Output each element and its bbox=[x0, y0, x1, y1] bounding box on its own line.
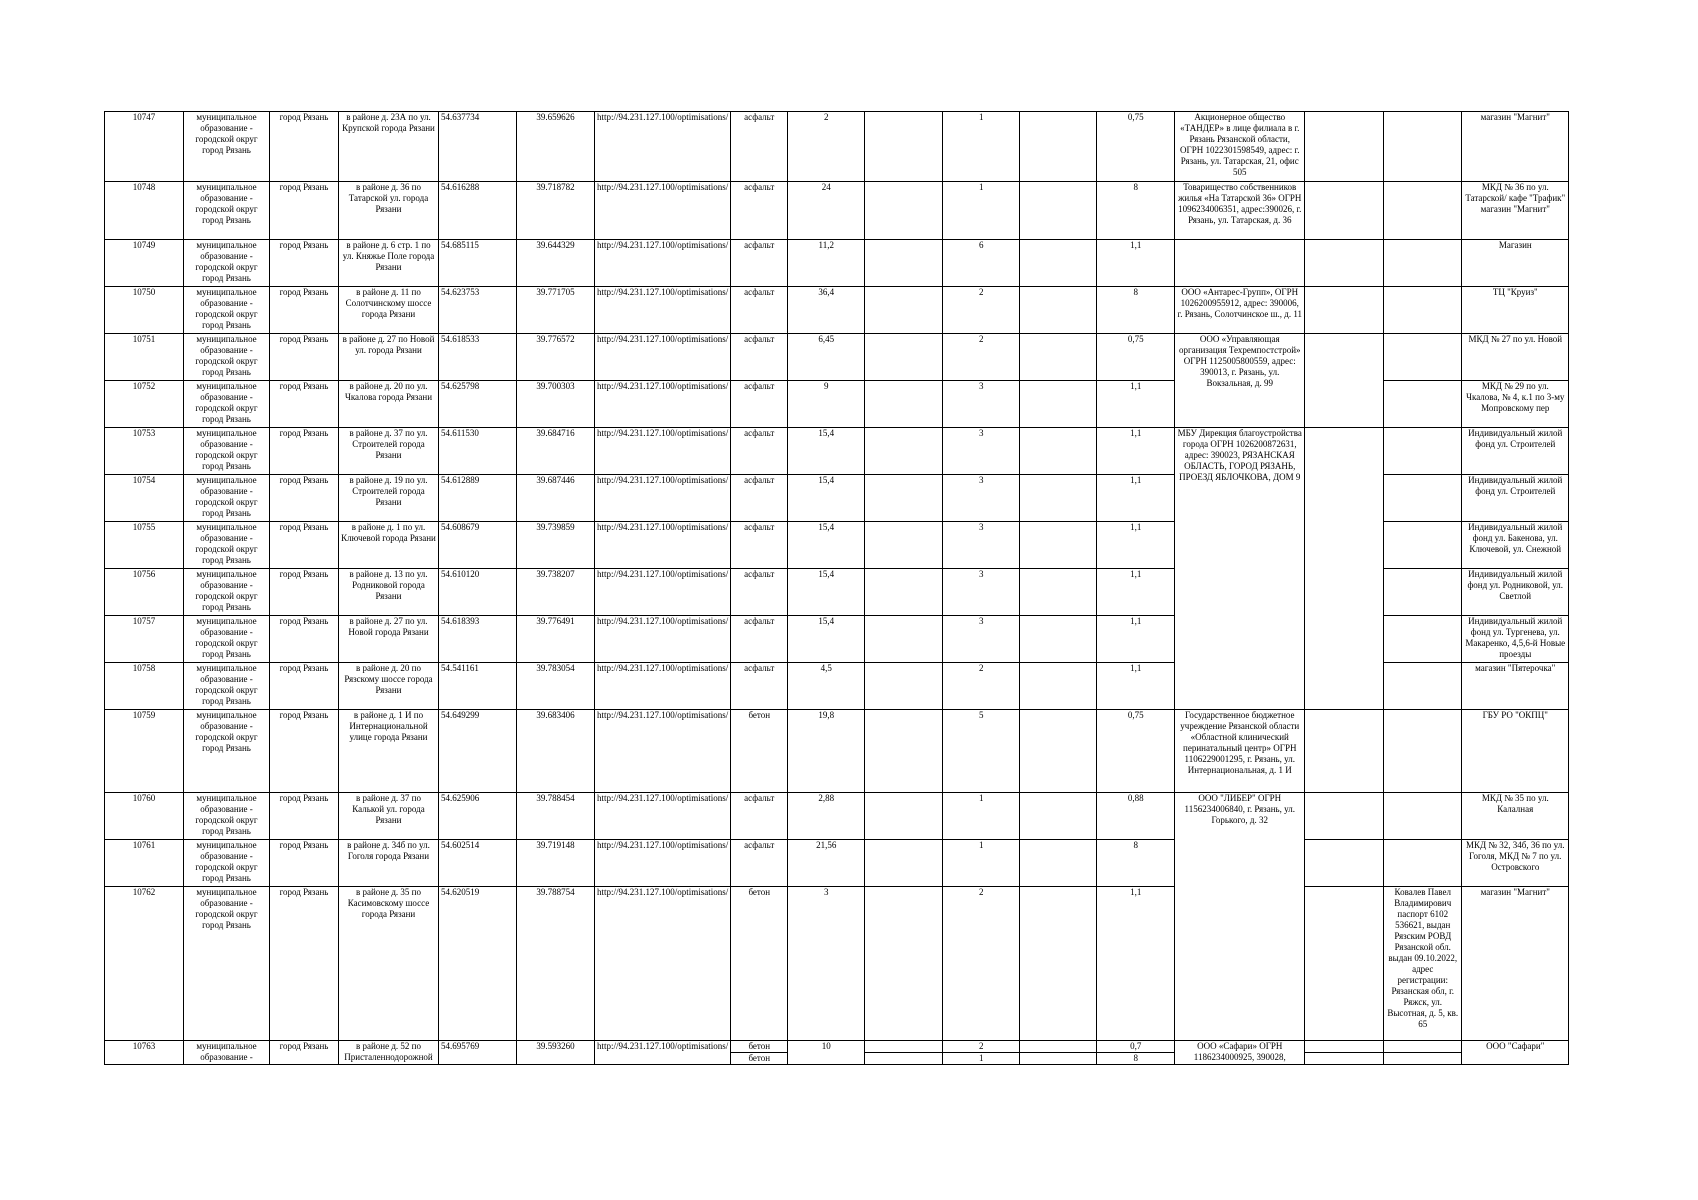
cell-mo: муниципальное образование - городской округ город Рязань bbox=[184, 616, 270, 663]
cell-count: 2 bbox=[943, 287, 1020, 334]
cell-c1 bbox=[865, 240, 943, 287]
cell-c1 bbox=[865, 334, 943, 381]
cell-url: http://94.231.127.100/optimisations/ bbox=[595, 287, 731, 334]
cell-src: Индивидуальный жилой фонд ул. Родниковой, ул. Светлой bbox=[1462, 569, 1569, 616]
cell-id: 10748 bbox=[105, 182, 184, 240]
cell-area: 21,56 bbox=[788, 840, 865, 887]
cell-person bbox=[1384, 569, 1462, 616]
cell-mo: муниципальное образование - городской округ город Рязань bbox=[184, 569, 270, 616]
cell-c1 bbox=[865, 793, 943, 840]
cell-url: http://94.231.127.100/optimisations/ bbox=[595, 475, 731, 522]
cell-c3 bbox=[1305, 334, 1384, 428]
cell-person bbox=[1384, 616, 1462, 663]
cell-mo: муниципальное образование - bbox=[184, 1041, 270, 1065]
cell-src: МКД № 32, 34б, 36 по ул. Гоголя, МКД № 7 по ул. Островского bbox=[1462, 840, 1569, 887]
cell-src: МКД № 29 по ул. Чкалова, № 4, к.1 по 3-му Мопровскому пер bbox=[1462, 381, 1569, 428]
cell-url: http://94.231.127.100/optimisations/ bbox=[595, 793, 731, 840]
cell-city: город Рязань bbox=[270, 887, 339, 1041]
cell-mo: муниципальное образование - городской округ город Рязань bbox=[184, 710, 270, 793]
cell-count: 2 bbox=[943, 887, 1020, 1041]
cell-src: Индивидуальный жилой фонд ул. Строителей bbox=[1462, 475, 1569, 522]
cell-addr: в районе д. 37 по Калькой ул. города Рязани bbox=[339, 793, 439, 840]
cell-area: 11,2 bbox=[788, 240, 865, 287]
cell-id: 10747 bbox=[105, 112, 184, 182]
table-row bbox=[105, 887, 1569, 1041]
cell-lon: 39.719148 bbox=[517, 840, 595, 887]
cell-mo: муниципальное образование - городской округ город Рязань bbox=[184, 840, 270, 887]
cell-lat: 54.541161 bbox=[439, 663, 517, 710]
cell-c2 bbox=[1020, 475, 1097, 522]
cell-area: 19,8 bbox=[788, 710, 865, 793]
cell-mo: муниципальное образование - городской округ город Рязань bbox=[184, 182, 270, 240]
cell-city: город Рязань bbox=[270, 182, 339, 240]
cell-id: 10760 bbox=[105, 793, 184, 840]
cell-surface: асфальт bbox=[731, 616, 788, 663]
cell-c3 bbox=[1305, 1041, 1384, 1053]
cell-lat: 54.612889 bbox=[439, 475, 517, 522]
cell-id: 10755 bbox=[105, 522, 184, 569]
cell-count: 2 bbox=[943, 663, 1020, 710]
cell-area: 6,45 bbox=[788, 334, 865, 381]
cell-id: 10762 bbox=[105, 887, 184, 1041]
cell-person bbox=[1384, 522, 1462, 569]
cell-city: город Рязань bbox=[270, 569, 339, 616]
cell-src: магазин "Магнит" bbox=[1462, 887, 1569, 1041]
cell-count: 1 bbox=[943, 793, 1020, 840]
cell-lat: 54.625906 bbox=[439, 793, 517, 840]
cell-c3 bbox=[1305, 710, 1384, 793]
cell-lon: 39.644329 bbox=[517, 240, 595, 287]
cell-id: 10749 bbox=[105, 240, 184, 287]
cell-c1 bbox=[865, 1053, 943, 1065]
cell-c1 bbox=[865, 887, 943, 1041]
cell-city: город Рязань bbox=[270, 381, 339, 428]
cell-lat: 54.623753 bbox=[439, 287, 517, 334]
cell-c3 bbox=[1305, 240, 1384, 287]
cell-url: http://94.231.127.100/optimisations/ bbox=[595, 569, 731, 616]
cell-addr: в районе д. 52 по Присталеннодорожной bbox=[339, 1041, 439, 1065]
cell-city: город Рязань bbox=[270, 793, 339, 840]
table-row bbox=[105, 240, 1569, 287]
cell-url: http://94.231.127.100/optimisations/ bbox=[595, 334, 731, 381]
cell-vol: 1,1 bbox=[1097, 522, 1175, 569]
cell-city: город Рязань bbox=[270, 522, 339, 569]
cell-owner: МБУ Дирекция благоустройства города ОГРН 1026200872631, адрес: 390023, РЯЗАНСКАЯ ОБЛАСТЬ, ГОРОД РЯЗАНЬ, ПРОЕЗД ЯБЛОЧКОВА, ДОМ 9 bbox=[1175, 428, 1305, 710]
table-row bbox=[105, 334, 1569, 381]
cell-c1 bbox=[865, 522, 943, 569]
cell-vol: 8 bbox=[1097, 1053, 1175, 1065]
cell-id: 10761 bbox=[105, 840, 184, 887]
cell-c1 bbox=[865, 381, 943, 428]
cell-city: город Рязань bbox=[270, 287, 339, 334]
cell-person bbox=[1384, 182, 1462, 240]
cell-c1 bbox=[865, 1041, 943, 1053]
cell-city: город Рязань bbox=[270, 334, 339, 381]
cell-surface: асфальт bbox=[731, 663, 788, 710]
cell-addr: в районе д. 1 по ул. Ключевой города Рязани bbox=[339, 522, 439, 569]
cell-c1 bbox=[865, 710, 943, 793]
cell-person bbox=[1384, 287, 1462, 334]
cell-person bbox=[1384, 710, 1462, 793]
cell-count: 5 bbox=[943, 710, 1020, 793]
cell-lon: 39.739859 bbox=[517, 522, 595, 569]
cell-c2 bbox=[1020, 182, 1097, 240]
table-row bbox=[105, 1041, 1569, 1053]
cell-owner: Государственное бюджетное учреждение Рязанской области «Областной клинический перинатальный центр» ОГРН 1106229001295, г. Рязань, ул. Интернациональная, д. 1 И bbox=[1175, 710, 1305, 793]
cell-person bbox=[1384, 793, 1462, 840]
cell-vol: 8 bbox=[1097, 840, 1175, 887]
cell-count: 3 bbox=[943, 616, 1020, 663]
cell-area: 4,5 bbox=[788, 663, 865, 710]
table-row bbox=[105, 793, 1569, 840]
cell-addr: в районе д. 23А по ул. Крупской города Рязани bbox=[339, 112, 439, 182]
cell-addr: в районе д. 6 стр. 1 по ул. Княжье Поле города Рязани bbox=[339, 240, 439, 287]
cell-area: 10 bbox=[788, 1041, 865, 1065]
cell-lon: 39.687446 bbox=[517, 475, 595, 522]
cell-owner: ООО «Управляющая организация Техремпостстрой» ОГРН 1125005800559, адрес: 390013, г. Рязань, ул. Вокзальная, д. 99 bbox=[1175, 334, 1305, 428]
cell-surface: бетон bbox=[731, 1041, 788, 1053]
cell-city: город Рязань bbox=[270, 710, 339, 793]
cell-src: МКД № 35 по ул. Калалная bbox=[1462, 793, 1569, 840]
cell-surface: асфальт bbox=[731, 112, 788, 182]
cell-vol: 8 bbox=[1097, 287, 1175, 334]
cell-vol: 1,1 bbox=[1097, 616, 1175, 663]
cell-url: http://94.231.127.100/optimisations/ bbox=[595, 887, 731, 1041]
cell-c2 bbox=[1020, 287, 1097, 334]
cell-id: 10754 bbox=[105, 475, 184, 522]
cell-vol: 0,88 bbox=[1097, 793, 1175, 840]
cell-area: 24 bbox=[788, 182, 865, 240]
cell-c1 bbox=[865, 569, 943, 616]
cell-c2 bbox=[1020, 710, 1097, 793]
cell-surface: асфальт bbox=[731, 240, 788, 287]
cell-mo: муниципальное образование - городской округ город Рязань bbox=[184, 475, 270, 522]
cell-person bbox=[1384, 334, 1462, 381]
cell-id: 10757 bbox=[105, 616, 184, 663]
cell-url: http://94.231.127.100/optimisations/ bbox=[595, 381, 731, 428]
cell-mo: муниципальное образование - городской округ город Рязань bbox=[184, 381, 270, 428]
cell-person bbox=[1384, 663, 1462, 710]
cell-c2 bbox=[1020, 887, 1097, 1041]
cell-vol: 0,75 bbox=[1097, 710, 1175, 793]
cell-lon: 39.659626 bbox=[517, 112, 595, 182]
cell-count: 1 bbox=[943, 840, 1020, 887]
cell-c3 bbox=[1305, 287, 1384, 334]
cell-c3 bbox=[1305, 793, 1384, 840]
cell-count: 3 bbox=[943, 381, 1020, 428]
cell-id: 10753 bbox=[105, 428, 184, 475]
cell-person bbox=[1384, 381, 1462, 428]
cell-src: ООО "Сафари" bbox=[1462, 1041, 1569, 1065]
cell-lon: 39.683406 bbox=[517, 710, 595, 793]
cell-c2 bbox=[1020, 840, 1097, 887]
cell-surface: асфальт bbox=[731, 428, 788, 475]
cell-src: Индивидуальный жилой фонд ул. Тургенева, ул. Макаренко, 4,5,6-й Новые проезды bbox=[1462, 616, 1569, 663]
cell-c3 bbox=[1305, 1053, 1384, 1065]
cell-area: 9 bbox=[788, 381, 865, 428]
cell-addr: в районе д. 27 по ул. Новой города Рязани bbox=[339, 616, 439, 663]
cell-c1 bbox=[865, 287, 943, 334]
cell-city: город Рязань bbox=[270, 1041, 339, 1065]
cell-owner: ООО "ЛИБЕР" ОГРН 1156234006840, г. Рязань, ул. Горького, д. 32 bbox=[1175, 793, 1305, 1041]
cell-surface: асфальт bbox=[731, 522, 788, 569]
cell-src: ТЦ "Круиз" bbox=[1462, 287, 1569, 334]
cell-mo: муниципальное образование - городской округ город Рязань bbox=[184, 793, 270, 840]
cell-surface: асфальт bbox=[731, 182, 788, 240]
cell-lat: 54.649299 bbox=[439, 710, 517, 793]
cell-vol: 1,1 bbox=[1097, 663, 1175, 710]
table-row bbox=[105, 112, 1569, 182]
cell-id: 10763 bbox=[105, 1041, 184, 1065]
cell-c2 bbox=[1020, 616, 1097, 663]
cell-lon: 39.718782 bbox=[517, 182, 595, 240]
cell-c1 bbox=[865, 663, 943, 710]
cell-person: Ковалев Павел Владимирович паспорт 6102 536621, выдан Рязским РОВД Рязанской обл. выдан 09.10.2022, адрес регистрации: Рязанская обл, г. Ряжск, ул. Высотная, д. 5, кв. 65 bbox=[1384, 887, 1462, 1041]
cell-vol: 1,1 bbox=[1097, 428, 1175, 475]
table-row bbox=[105, 182, 1569, 240]
cell-addr: в районе д. 36 по Татарской ул. города Рязани bbox=[339, 182, 439, 240]
cell-lon: 39.700303 bbox=[517, 381, 595, 428]
cell-count: 2 bbox=[943, 334, 1020, 381]
cell-mo: муниципальное образование - городской округ город Рязань bbox=[184, 663, 270, 710]
cell-src: Индивидуальный жилой фонд ул. Бакенова, ул. Ключевой, ул. Снежной bbox=[1462, 522, 1569, 569]
cell-lon: 39.771705 bbox=[517, 287, 595, 334]
cell-addr: в районе д. 34б по ул. Гоголя города Рязани bbox=[339, 840, 439, 887]
cell-c2 bbox=[1020, 334, 1097, 381]
cell-c2 bbox=[1020, 663, 1097, 710]
cell-city: город Рязань bbox=[270, 240, 339, 287]
cell-lat: 54.625798 bbox=[439, 381, 517, 428]
cell-c3 bbox=[1305, 182, 1384, 240]
cell-person bbox=[1384, 1041, 1462, 1053]
cell-count: 3 bbox=[943, 522, 1020, 569]
cell-owner: ООО «Сафари» ОГРН 1186234000925, 390028, bbox=[1175, 1041, 1305, 1065]
cell-mo: муниципальное образование - городской округ город Рязань bbox=[184, 287, 270, 334]
cell-src: ГБУ РО "ОКПЦ" bbox=[1462, 710, 1569, 793]
cell-lon: 39.684716 bbox=[517, 428, 595, 475]
cell-person bbox=[1384, 428, 1462, 475]
cell-vol: 0,75 bbox=[1097, 334, 1175, 381]
cell-c3 bbox=[1305, 112, 1384, 182]
cell-lon: 39.788754 bbox=[517, 887, 595, 1041]
cell-c1 bbox=[865, 428, 943, 475]
cell-c2 bbox=[1020, 522, 1097, 569]
cell-lon: 39.738207 bbox=[517, 569, 595, 616]
cell-lat: 54.608679 bbox=[439, 522, 517, 569]
cell-mo: муниципальное образование - городской округ город Рязань bbox=[184, 240, 270, 287]
cell-surface: асфальт bbox=[731, 334, 788, 381]
cell-vol: 1,1 bbox=[1097, 240, 1175, 287]
cell-area: 15,4 bbox=[788, 428, 865, 475]
cell-lat: 54.618393 bbox=[439, 616, 517, 663]
cell-vol: 0,7 bbox=[1097, 1041, 1175, 1053]
cell-url: http://94.231.127.100/optimisations/ bbox=[595, 240, 731, 287]
cell-mo: муниципальное образование - городской округ город Рязань bbox=[184, 112, 270, 182]
cell-area: 15,4 bbox=[788, 522, 865, 569]
cell-mo: муниципальное образование - городской округ город Рязань bbox=[184, 887, 270, 1041]
cell-count: 6 bbox=[943, 240, 1020, 287]
cell-owner: Акционерное общество «ТАНДЕР» в лице филиала в г. Рязань Рязанской области, ОГРН 1022301598549, адрес: г. Рязань, ул. Татарская, 21, офис 505 bbox=[1175, 112, 1305, 182]
cell-surface: бетон bbox=[731, 1053, 788, 1065]
cell-c2 bbox=[1020, 1053, 1097, 1065]
cell-c2 bbox=[1020, 1041, 1097, 1053]
cell-owner: ООО «Антарес-Групп», ОГРН 1026200955912, адрес: 390006, г. Рязань, Солотчинское ш., д. 11 bbox=[1175, 287, 1305, 334]
cell-c1 bbox=[865, 475, 943, 522]
cell-count: 3 bbox=[943, 428, 1020, 475]
cell-surface: бетон bbox=[731, 710, 788, 793]
cell-mo: муниципальное образование - городской округ город Рязань bbox=[184, 522, 270, 569]
cell-person bbox=[1384, 840, 1462, 887]
cell-src: МКД № 36 по ул. Татарской/ кафе "Трафик" магазин "Магнит" bbox=[1462, 182, 1569, 240]
cell-area: 15,4 bbox=[788, 475, 865, 522]
cell-lat: 54.695769 bbox=[439, 1041, 517, 1065]
cell-city: город Рязань bbox=[270, 428, 339, 475]
cell-addr: в районе д. 20 по ул. Чкалова города Рязани bbox=[339, 381, 439, 428]
cell-mo: муниципальное образование - городской округ город Рязань bbox=[184, 334, 270, 381]
cell-url: http://94.231.127.100/optimisations/ bbox=[595, 1041, 731, 1065]
cell-vol: 1,1 bbox=[1097, 887, 1175, 1041]
cell-city: город Рязань bbox=[270, 663, 339, 710]
cell-area: 2,88 bbox=[788, 793, 865, 840]
cell-count: 3 bbox=[943, 569, 1020, 616]
cell-mo: муниципальное образование - городской округ город Рязань bbox=[184, 428, 270, 475]
cell-surface: асфальт bbox=[731, 793, 788, 840]
cell-surface: асфальт bbox=[731, 475, 788, 522]
cell-src: МКД № 27 по ул. Новой bbox=[1462, 334, 1569, 381]
cell-lat: 54.637734 bbox=[439, 112, 517, 182]
cell-addr: в районе д. 13 по ул. Родниковой города Рязани bbox=[339, 569, 439, 616]
cell-id: 10751 bbox=[105, 334, 184, 381]
cell-lon: 39.788454 bbox=[517, 793, 595, 840]
cell-lat: 54.620519 bbox=[439, 887, 517, 1041]
cell-c1 bbox=[865, 840, 943, 887]
cell-id: 10756 bbox=[105, 569, 184, 616]
cell-url: http://94.231.127.100/optimisations/ bbox=[595, 710, 731, 793]
cell-vol: 1,1 bbox=[1097, 569, 1175, 616]
cell-person bbox=[1384, 240, 1462, 287]
cell-c3 bbox=[1305, 887, 1384, 1041]
cell-surface: асфальт bbox=[731, 287, 788, 334]
cell-count: 1 bbox=[943, 1053, 1020, 1065]
cell-id: 10752 bbox=[105, 381, 184, 428]
cell-person bbox=[1384, 475, 1462, 522]
table-row bbox=[105, 428, 1569, 475]
cell-url: http://94.231.127.100/optimisations/ bbox=[595, 182, 731, 240]
table-row bbox=[105, 710, 1569, 793]
cell-owner: Товарищество собственников жилья «На Татарской 36» ОГРН 1096234006351, адрес:390026, г. Рязань, ул. Татарская, д. 36 bbox=[1175, 182, 1305, 240]
cell-id: 10759 bbox=[105, 710, 184, 793]
cell-c3 bbox=[1305, 428, 1384, 710]
cell-url: http://94.231.127.100/optimisations/ bbox=[595, 840, 731, 887]
cell-lon: 39.776491 bbox=[517, 616, 595, 663]
cell-url: http://94.231.127.100/optimisations/ bbox=[595, 522, 731, 569]
cell-src: магазин "Магнит" bbox=[1462, 112, 1569, 182]
cell-addr: в районе д. 37 по ул. Строителей города Рязани bbox=[339, 428, 439, 475]
cell-owner bbox=[1175, 240, 1305, 287]
cell-city: город Рязань bbox=[270, 112, 339, 182]
cell-vol: 1,1 bbox=[1097, 381, 1175, 428]
cell-c2 bbox=[1020, 569, 1097, 616]
cell-src: Индивидуальный жилой фонд ул. Строителей bbox=[1462, 428, 1569, 475]
cell-lat: 54.616288 bbox=[439, 182, 517, 240]
cell-surface: асфальт bbox=[731, 569, 788, 616]
table-row bbox=[105, 840, 1569, 887]
table-row bbox=[105, 287, 1569, 334]
cell-url: http://94.231.127.100/optimisations/ bbox=[595, 616, 731, 663]
cell-c2 bbox=[1020, 381, 1097, 428]
cell-c1 bbox=[865, 616, 943, 663]
cell-area: 15,4 bbox=[788, 616, 865, 663]
cell-lon: 39.776572 bbox=[517, 334, 595, 381]
cell-c2 bbox=[1020, 240, 1097, 287]
cell-addr: в районе д. 20 по Рязскому шоссе города Рязани bbox=[339, 663, 439, 710]
cell-vol: 8 bbox=[1097, 182, 1175, 240]
cell-surface: асфальт bbox=[731, 840, 788, 887]
cell-lat: 54.685115 bbox=[439, 240, 517, 287]
cell-addr: в районе д. 11 по Солотчинскому шоссе города Рязани bbox=[339, 287, 439, 334]
cell-src: Магазин bbox=[1462, 240, 1569, 287]
cell-area: 36,4 bbox=[788, 287, 865, 334]
cell-count: 2 bbox=[943, 1041, 1020, 1053]
cell-lat: 54.610120 bbox=[439, 569, 517, 616]
cell-area: 2 bbox=[788, 112, 865, 182]
cell-addr: в районе д. 35 по Касимовскому шоссе города Рязани bbox=[339, 887, 439, 1041]
cell-person bbox=[1384, 112, 1462, 182]
cell-c2 bbox=[1020, 112, 1097, 182]
cell-c3 bbox=[1305, 840, 1384, 887]
cell-lat: 54.602514 bbox=[439, 840, 517, 887]
cell-lat: 54.618533 bbox=[439, 334, 517, 381]
cell-lon: 39.593260 bbox=[517, 1041, 595, 1065]
cell-surface: асфальт bbox=[731, 381, 788, 428]
cell-city: город Рязань bbox=[270, 475, 339, 522]
cell-c2 bbox=[1020, 428, 1097, 475]
cell-lat: 54.611530 bbox=[439, 428, 517, 475]
cell-addr: в районе д. 27 по Новой ул. города Рязани bbox=[339, 334, 439, 381]
cell-src: магазин "Пятерочка" bbox=[1462, 663, 1569, 710]
cell-c1 bbox=[865, 182, 943, 240]
cell-c1 bbox=[865, 112, 943, 182]
cell-count: 1 bbox=[943, 182, 1020, 240]
cell-id: 10750 bbox=[105, 287, 184, 334]
cell-id: 10758 bbox=[105, 663, 184, 710]
registry-table bbox=[104, 111, 1569, 1065]
cell-addr: в районе д. 1 И по Интернациональной улице города Рязани bbox=[339, 710, 439, 793]
cell-count: 3 bbox=[943, 475, 1020, 522]
cell-city: город Рязань bbox=[270, 840, 339, 887]
cell-area: 3 bbox=[788, 887, 865, 1041]
cell-addr: в районе д. 19 по ул. Строителей города Рязани bbox=[339, 475, 439, 522]
cell-count: 1 bbox=[943, 112, 1020, 182]
cell-city: город Рязань bbox=[270, 616, 339, 663]
cell-url: http://94.231.127.100/optimisations/ bbox=[595, 428, 731, 475]
cell-lon: 39.783054 bbox=[517, 663, 595, 710]
cell-c2 bbox=[1020, 793, 1097, 840]
cell-vol: 0,75 bbox=[1097, 112, 1175, 182]
cell-person bbox=[1384, 1053, 1462, 1065]
cell-area: 15,4 bbox=[788, 569, 865, 616]
cell-url: http://94.231.127.100/optimisations/ bbox=[595, 663, 731, 710]
cell-url: http://94.231.127.100/optimisations/ bbox=[595, 112, 731, 182]
cell-vol: 1,1 bbox=[1097, 475, 1175, 522]
cell-surface: бетон bbox=[731, 887, 788, 1041]
